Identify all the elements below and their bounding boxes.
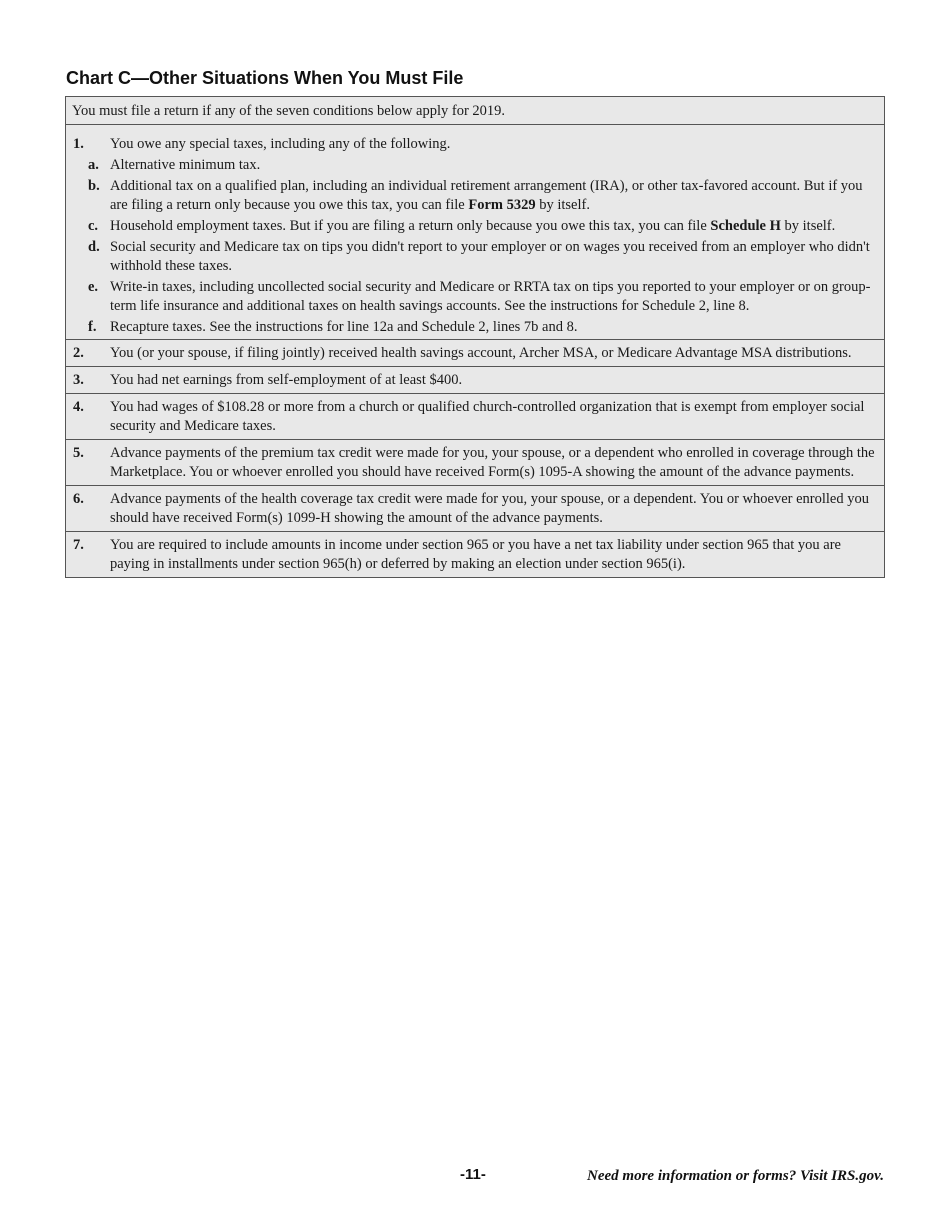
condition-text: Advance payments of the premium tax credit were made for you, your spouse, or a dependent who enrolled in coverage through the Marketplace. You or whoever enrolled you should have received Form(s) 1095-A showing the amount of the advance payments. bbox=[110, 445, 875, 480]
subitem-f bbox=[88, 318, 876, 337]
subitem-text: Alternative minimum tax. bbox=[110, 157, 261, 173]
subitem-text-post: by itself. bbox=[535, 197, 590, 213]
subitem-letter: b. bbox=[88, 178, 100, 194]
condition-row-7 bbox=[66, 532, 884, 577]
condition-row-3 bbox=[66, 367, 884, 394]
condition-row-5 bbox=[66, 440, 884, 486]
condition-text: You had wages of $108.28 or more from a church or qualified church-controlled organization that is exempt from employer social security and Medicare taxes. bbox=[110, 399, 865, 434]
condition-number: 6. bbox=[73, 491, 84, 507]
subitem-text-pre: Additional tax on a qualified plan, including an individual retirement arrangement (IRA), or other tax-favored account. But if you are filing a return only because you owe this tax, you can file bbox=[110, 178, 863, 213]
subitem-letter: c. bbox=[88, 218, 99, 234]
condition-text: You had net earnings from self-employment of at least $400. bbox=[110, 372, 463, 388]
subitem-b bbox=[88, 177, 876, 215]
condition-text: You are required to include amounts in income under section 965 or you have a net tax liability under section 965 that you are paying in installments under section 965(h) or deferred by making an election under section 965(i). bbox=[110, 537, 841, 572]
condition-text: Advance payments of the health coverage tax credit were made for you, your spouse, or a dependent. You or whoever enrolled you should have received Form(s) 1099-H showing the amount of the advance payments. bbox=[110, 491, 869, 526]
chart-intro: You must file a return if any of the seven conditions below apply for 2019. bbox=[66, 97, 884, 125]
condition-number: 2. bbox=[73, 345, 84, 361]
condition-number: 1. bbox=[73, 136, 84, 152]
footer-note: Need more information or forms? Visit IRS.gov. bbox=[587, 1168, 884, 1184]
condition-row-4 bbox=[66, 394, 884, 440]
subitem-text: Recapture taxes. See the instructions for line 12a and Schedule 2, lines 7b and 8. bbox=[110, 319, 578, 335]
condition-number: 3. bbox=[73, 372, 84, 388]
page-number: -11- bbox=[460, 1166, 486, 1183]
subitem-d bbox=[88, 238, 876, 276]
subitem-c bbox=[88, 217, 876, 236]
condition-row-1 bbox=[66, 125, 884, 340]
subitem-text: Social security and Medicare tax on tips you didn't report to your employer or on wages you received from an employer who didn't withhold these taxes. bbox=[110, 239, 870, 274]
subitem-letter: a. bbox=[88, 157, 99, 173]
subitem-text-pre: Household employment taxes. But if you are filing a return only because you owe this tax, you can file bbox=[110, 218, 711, 234]
subitem-letter: f. bbox=[88, 319, 97, 335]
condition-number: 5. bbox=[73, 445, 84, 461]
condition-row-6 bbox=[66, 486, 884, 532]
subitem-text-post: by itself. bbox=[780, 218, 836, 234]
condition-text: You (or your spouse, if filing jointly) received health savings account, Archer MSA, or Medicare Advantage MSA distributions. bbox=[110, 345, 852, 361]
chart-c-table bbox=[65, 96, 885, 578]
condition-number: 7. bbox=[73, 537, 84, 553]
subitem-letter: e. bbox=[88, 279, 99, 295]
subitem-text bbox=[110, 177, 876, 215]
condition-number: 4. bbox=[73, 399, 84, 415]
chart-title: Chart C—Other Situations When You Must File bbox=[66, 68, 464, 88]
subitem-text bbox=[110, 217, 876, 236]
subitem-e bbox=[88, 278, 876, 316]
subitem-letter: d. bbox=[88, 239, 100, 255]
subitem-a bbox=[88, 156, 876, 175]
form-reference: Form 5329 bbox=[468, 197, 536, 213]
condition-text: You owe any special taxes, including any of the following. bbox=[110, 136, 451, 152]
form-reference: Schedule H bbox=[710, 218, 781, 234]
condition-row-2 bbox=[66, 340, 884, 367]
subitem-text: Write-in taxes, including uncollected social security and Medicare or RRTA tax on tips you reported to your employer or on group-term life insurance and additional taxes on health savings accounts. See the instructions for Schedule 2, line 8. bbox=[110, 279, 871, 314]
